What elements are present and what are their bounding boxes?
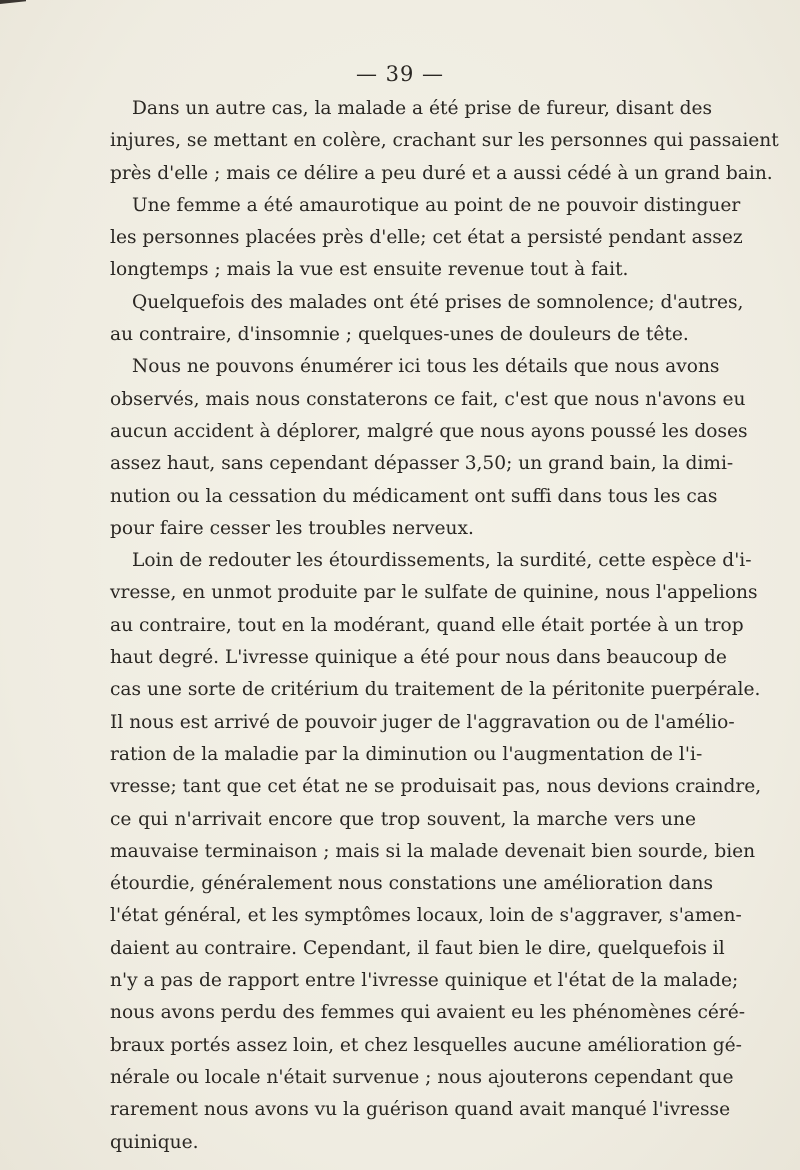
text-line: vresse; tant que cet état ne se produisait pas, nous devions craindre, (110, 776, 762, 798)
page-number: — 39 — (355, 62, 445, 86)
text-line: Loin de redouter les étourdissements, la surdité, cette espèce d'i- (132, 550, 752, 572)
text-line: cas une sorte de critérium du traitement de la péritonite puerpérale. (110, 679, 761, 701)
text-line: haut degré. L'ivresse quinique a été pour nous dans beaucoup de (110, 647, 727, 669)
text-line: l'état général, et les symptômes locaux, loin de s'aggraver, s'amen- (110, 905, 742, 927)
text-line: assez haut, sans cependant dépasser 3,50; un grand bain, la dimi- (110, 453, 734, 475)
text-line: au contraire, tout en la modérant, quand elle était portée à un trop (110, 614, 744, 636)
text-line: n'y a pas de rapport entre l'ivresse quinique et l'état de la malade; (110, 970, 739, 992)
text-line: Une femme a été amaurotique au point de ne pouvoir distinguer (132, 194, 741, 216)
text-line: nérale ou locale n'était survenue ; nous ajouterons cependant que (110, 1066, 734, 1088)
text-line: mauvaise terminaison ; mais si la malade devenait bien sourde, bien (110, 840, 756, 862)
text-line: les personnes placées près d'elle; cet état a persisté pendant assez (110, 227, 743, 249)
text-line: observés, mais nous constaterons ce fait, c'est que nous n'avons eu (110, 388, 746, 410)
text-line: injures, se mettant en colère, crachant sur les personnes qui passaient (110, 130, 779, 152)
text-line: pour faire cesser les troubles nerveux. (110, 517, 474, 539)
text-line: daient au contraire. Cependant, il faut bien le dire, quelquefois il (110, 937, 725, 959)
text-line: Nous ne pouvons énumérer ici tous les détails que nous avons (132, 356, 720, 378)
text-line: Il nous est arrivé de pouvoir juger de l'aggravation ou de l'amélio- (110, 711, 735, 733)
text-line: ration de la maladie par la diminution ou l'augmentation de l'i- (110, 743, 703, 765)
text-line: au contraire, d'insomnie ; quelques-unes de douleurs de tête. (110, 324, 689, 346)
text-line: aucun accident à déplorer, malgré que nous ayons poussé les doses (110, 420, 748, 442)
body-text (110, 93, 779, 1159)
text-line: vresse, en unmot produite par le sulfate de quinine, nous l'appelions (110, 582, 758, 604)
text-line: quinique. (110, 1131, 199, 1153)
text-line: braux portés assez loin, et chez lesquelles aucune amélioration gé- (110, 1034, 742, 1056)
text-line: Dans un autre cas, la malade a été prise de fureur, disant des (132, 98, 713, 119)
text-line: ce qui n'arrivait encore que trop souvent, la marche vers une (110, 808, 696, 830)
text-line: longtemps ; mais la vue est ensuite revenue tout à fait. (110, 259, 629, 281)
text-line: nous avons perdu des femmes qui avaient eu les phénomènes céré- (110, 1002, 746, 1024)
text-line: étourdie, généralement nous constations une amélioration dans (110, 873, 713, 895)
text-line: rarement nous avons vu la guérison quand avait manqué l'ivresse (110, 1099, 731, 1121)
text-line: nution ou la cessation du médicament ont suffi dans tous les cas (110, 485, 718, 507)
text-line: près d'elle ; mais ce délire a peu duré et a aussi cédé à un grand bain. (110, 162, 773, 184)
text-line: Quelquefois des malades ont été prises de somnolence; d'autres, (132, 291, 744, 313)
page-corner-mark (0, 0, 26, 4)
